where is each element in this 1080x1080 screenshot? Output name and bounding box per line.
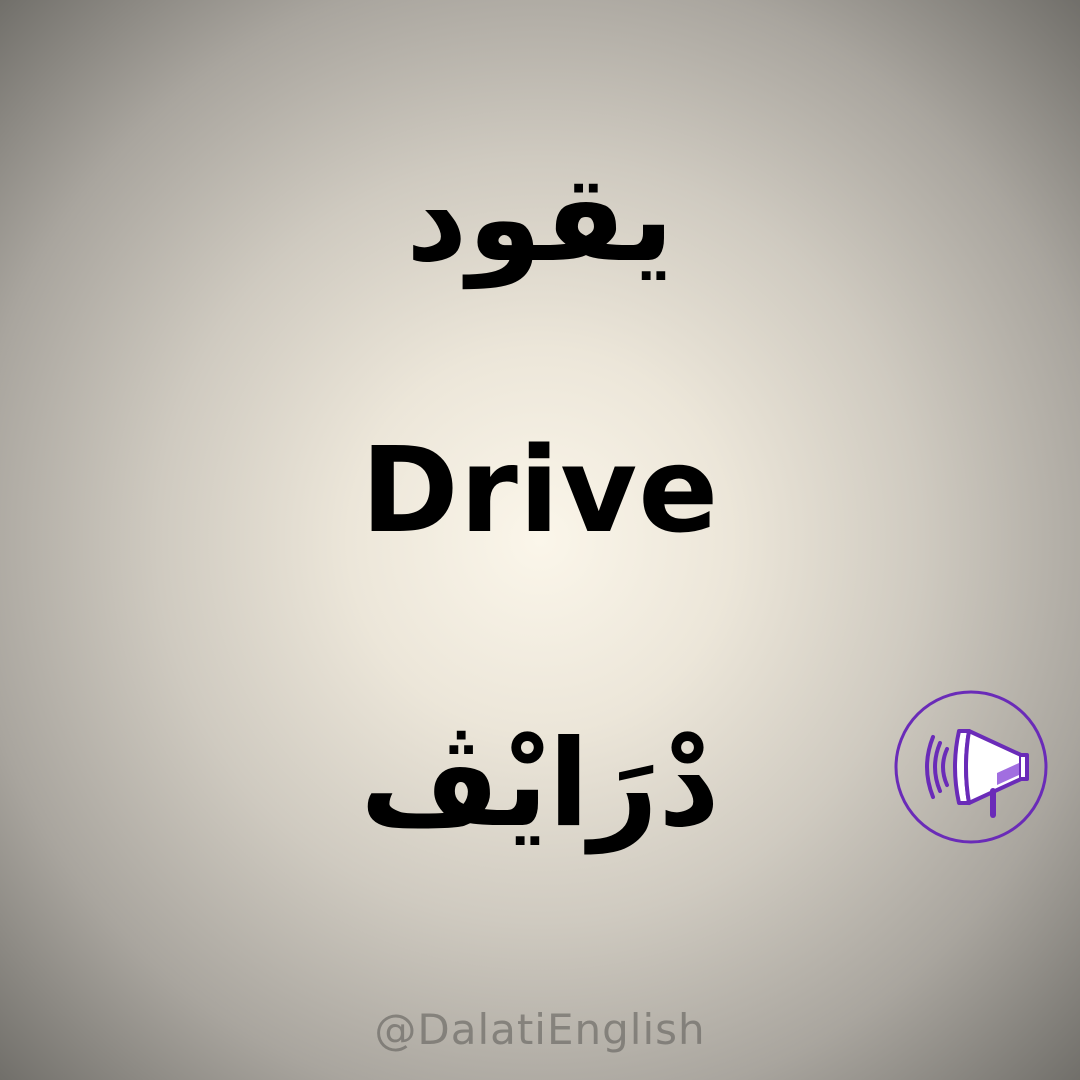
arabic-translation: يقود xyxy=(405,150,675,289)
watermark-handle: @DalatiEnglish xyxy=(374,1005,706,1054)
megaphone-icon xyxy=(893,689,1049,845)
english-word: Drive xyxy=(360,421,720,559)
arabic-pronunciation: دْرَايْڤ xyxy=(360,715,720,854)
play-pronunciation-button[interactable] xyxy=(893,689,1049,845)
